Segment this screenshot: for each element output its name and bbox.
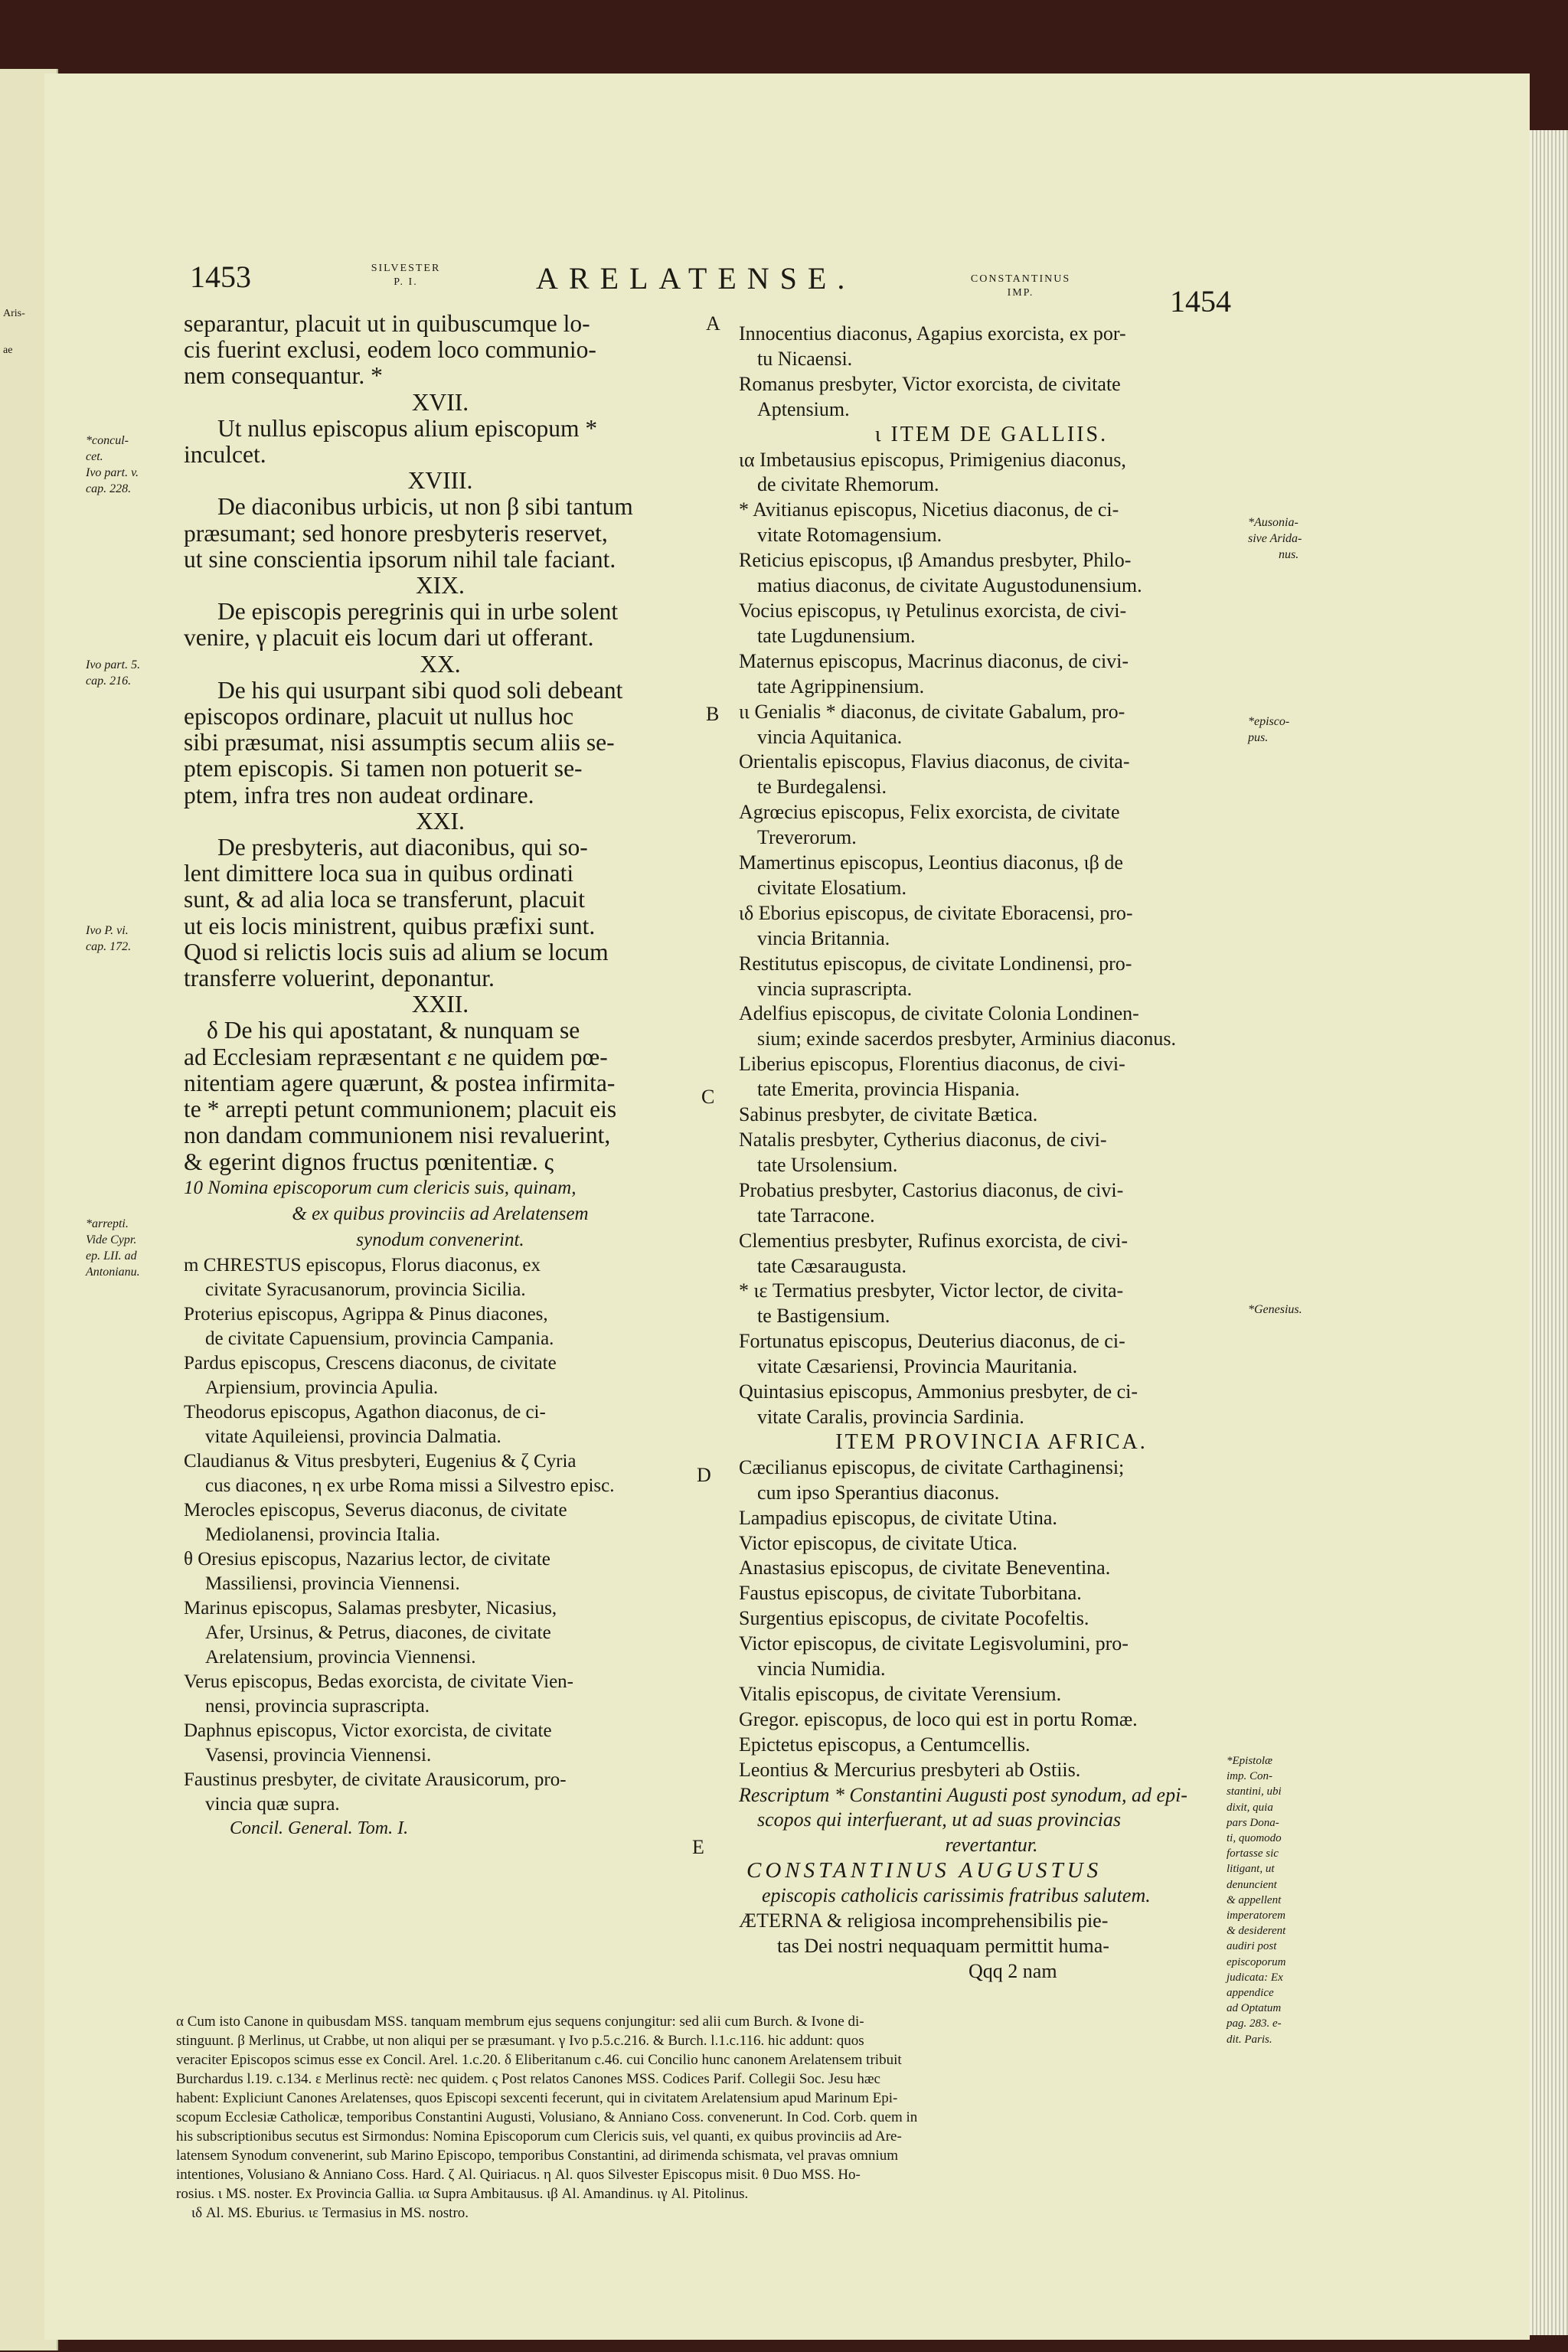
section-letter: A [706, 312, 720, 335]
text-line: Adelfius episcopus, de civitate Colonia Londinen- [739, 1002, 1139, 1025]
text-line: Merocles episcopus, Severus diaconus, de civitate [184, 1500, 567, 1521]
text-line: ptem, infra tres non audeat ordinare. [184, 781, 534, 808]
text-line: Victor episcopus, de civitate Legisvolumini, pro- [739, 1632, 1129, 1655]
text-line: tas Dei nostri nequaquam permittit huma- [777, 1935, 1109, 1957]
letter-title: CONSTANTINUS AUGUSTUS [746, 1858, 1102, 1883]
rescript-heading: scopos qui interfuerant, ut ad suas provincias [757, 1808, 1121, 1831]
text-line: Aptensium. [757, 397, 850, 420]
text-line: Reticius episcopus, ιβ Amandus presbyter, Philo- [739, 549, 1132, 572]
canon-number: XX. [420, 650, 461, 678]
text-line: Claudianus & Vitus presbyteri, Eugenius & ζ Cyria [184, 1451, 577, 1472]
section-heading: ITEM PROVINCIA AFRICA. [835, 1429, 1148, 1454]
margin-note-line: episcoporum [1227, 1955, 1286, 1968]
margin-note-line: fortasse sic [1227, 1847, 1279, 1860]
rescript-heading: revertantur. [945, 1834, 1038, 1857]
margin-note-line: *Ausonia- [1248, 516, 1298, 529]
text-line: Leontius & Mercurius presbyteri ab Ostiis. [739, 1758, 1081, 1781]
text-line: Mediolanensi, provincia Italia. [205, 1524, 440, 1546]
text-line: te Burdegalensi. [757, 776, 887, 799]
text-line: θ Oresius episcopus, Nazarius lector, de civitate [184, 1549, 550, 1570]
text-line: ad Ecclesiam repræsentant ε ne quidem pœ- [184, 1043, 608, 1070]
text-line: Theodorus episcopus, Agathon diaconus, de ci- [184, 1402, 546, 1423]
list-heading: synodum convenerint. [356, 1230, 524, 1251]
text-line: Daphnus episcopus, Victor exorcista, de civitate [184, 1720, 552, 1742]
footnote-line: veraciter Episcopos scimus esse ex Concil. Arel. 1.c.20. δ Eliberitanum c.46. cui Concilio hunc canonem Arelatensem tribuit [176, 2052, 902, 2068]
margin-note-line: nus. [1279, 548, 1299, 561]
text-line: ιδ Eborius episcopus, de civitate Eboracensi, pro- [739, 901, 1133, 924]
footnote-line: latensem Synodum convenerint, sub Marino Episcopo, temporibus Constantini, ad dirimenda schismata, vel pravas omnium [176, 2148, 898, 2164]
right-column [739, 322, 1244, 1984]
text-line: ut eis locis ministrent, quibus præfixi sunt. [184, 912, 596, 939]
text-line: cis fuerint exclusi, eodem loco communio- [184, 336, 596, 364]
text-line: ια Imbetausius episcopus, Primigenius diaconus, [739, 448, 1126, 471]
text-line: Vitalis episcopus, de civitate Verensium. [739, 1682, 1062, 1705]
text-line: vitate Aquileiensi, provincia Dalmatia. [205, 1426, 501, 1448]
margin-note-line: Antonianu. [86, 1266, 140, 1279]
text-line: Afer, Ursinus, & Petrus, diacones, de civitate [205, 1622, 551, 1644]
text-line: transferre voluerint, deponantur. [184, 965, 495, 992]
margin-note-line: dixit, quia [1227, 1801, 1273, 1814]
text-line: civitate Syracusanorum, provincia Sicilia. [205, 1279, 526, 1301]
margin-note-line: Ivo part. v. [86, 466, 139, 479]
section-letter: E [692, 1836, 704, 1858]
margin-note [86, 1216, 140, 1280]
text-line: Faustus episcopus, de civitate Tuborbitana. [739, 1582, 1082, 1605]
margin-note-line: ti, quomodo [1227, 1832, 1282, 1845]
margin-note-line: *concul- [86, 434, 129, 447]
text-line: De diaconibus urbicis, ut non β sibi tantum [217, 493, 633, 521]
text-line: tate Agrippinensium. [757, 675, 925, 697]
margin-note [86, 433, 139, 497]
margin-note-line: cap. 172. [86, 940, 132, 953]
gutter-fragment: Aris- [3, 308, 25, 319]
text-line: De episcopis peregrinis qui in urbe solent [217, 598, 619, 626]
text-line: separantur, placuit ut in quibuscumque lo- [184, 310, 590, 337]
margin-note-line: pag. 283. e- [1227, 2017, 1282, 2030]
text-line: De his qui usurpant sibi quod soli debeant [217, 676, 623, 704]
margin-note-line: sive Arida- [1248, 532, 1302, 545]
footnote-line: intentiones, Volusiano & Anniano Coss. Hard. ζ Al. Quiriacus. η Al. quos Silvester Episcopus misit. θ Duo MSS. Ho- [176, 2167, 861, 2183]
text-line: sibi præsumat, nisi assumptis secum aliis se- [184, 729, 615, 756]
margin-note-line: dit. Paris. [1227, 2033, 1272, 2046]
header-pope [337, 262, 475, 289]
margin-note-line: stantini, ubi [1227, 1785, 1282, 1798]
margin-note-line: *Genesius. [1248, 1303, 1302, 1316]
text-line: ιι Genialis * diaconus, de civitate Gabalum, pro- [739, 700, 1125, 723]
text-line: Probatius presbyter, Castorius diaconus, de civi- [739, 1178, 1124, 1201]
text-line: δ De his qui apostatant, & nunquam se [207, 1017, 580, 1044]
text-line: te * arrepti petunt communionem; placuit eis [184, 1096, 617, 1123]
text-line: Massiliensi, provincia Viennensi. [205, 1573, 460, 1595]
margin-note-line: & appellent [1227, 1893, 1282, 1906]
text-line: Quod si relictis locis suis ad alium se locum [184, 938, 609, 965]
text-line: Proterius episcopus, Agrippa & Pinus diacones, [184, 1304, 548, 1325]
section-heading: ι ITEM DE GALLIIS. [874, 422, 1109, 446]
text-line: & egerint dignos fructus pœnitentiæ. ς [184, 1148, 554, 1175]
margin-note-line: imp. Con- [1227, 1770, 1272, 1783]
text-line: vitate Rotomagensium. [757, 524, 942, 547]
margin-note-line: denuncient [1227, 1878, 1277, 1891]
text-line: tate Tarracone. [757, 1204, 875, 1227]
text-line: Epictetus episcopus, a Centumcellis. [739, 1733, 1031, 1756]
left-column [184, 311, 697, 1840]
margin-note-line: appendice [1227, 1987, 1274, 2000]
text-line: Natalis presbyter, Cytherius diaconus, de civi- [739, 1129, 1107, 1151]
text-line: Verus episcopus, Bedas exorcista, de civitate Vien- [184, 1671, 573, 1693]
footnote-line: ιδ Al. MS. Eburius. ιε Termasius in MS. nostro. [191, 2205, 469, 2221]
margin-note-line: *episco- [1248, 715, 1290, 728]
margin-note-line: audiri post [1227, 1940, 1277, 1953]
text-line: Pardus episcopus, Crescens diaconus, de civitate [184, 1353, 557, 1374]
text-line: m CHRESTUS episcopus, Florus diaconus, ex [184, 1255, 541, 1276]
header-emperor-title: IMP. [1007, 287, 1034, 299]
text-line: de civitate Rhemorum. [757, 473, 939, 496]
text-line: vincia Britannia. [757, 926, 890, 949]
text-line: sium; exinde sacerdos presbyter, Arminius diaconus. [757, 1027, 1177, 1050]
margin-note-line: judicata: Ex [1227, 1971, 1283, 1984]
margin-note-line: Vide Cypr. [86, 1233, 137, 1246]
text-line: Agrœcius episcopus, Felix exorcista, de civitate [739, 801, 1120, 824]
text-line: Treverorum. [757, 826, 857, 849]
margin-note-line: cap. 228. [86, 482, 132, 495]
text-line: lent dimittere loca sua in quibus ordinati [184, 860, 574, 887]
margin-note-line: imperatorem [1227, 1909, 1285, 1922]
canon-number: XXII. [411, 991, 469, 1018]
text-line: te Bastigensium. [757, 1305, 890, 1328]
text-line: vitate Caralis, provincia Sardinia. [757, 1405, 1024, 1428]
text-line: Innocentius diaconus, Agapius exorcista, ex por- [739, 322, 1126, 345]
text-line: Mamertinus episcopus, Leontius diaconus, ιβ de [739, 851, 1123, 874]
margin-note [86, 923, 131, 955]
left-page-number: 1453 [190, 260, 251, 294]
footnote-line: stinguunt. β Merlinus, ut Crabbe, ut non aliqui per se præsumant. γ Ivo p.5.c.216. & Burch. l.1.c.116. hic addunt: quos [176, 2033, 864, 2049]
margin-note [1248, 1302, 1302, 1318]
footnote-line: his subscriptionibus secutus est Sirmondus: Nomina Episcoporum cum Clericis suis, vel quanti, ex quibus provinciis ad Are- [176, 2128, 902, 2145]
text-line: Clementius presbyter, Rufinus exorcista, de civi- [739, 1229, 1129, 1252]
canon-number: XVII. [411, 388, 469, 416]
text-line: Arelatensium, provincia Viennensi. [205, 1647, 476, 1668]
text-line: nitentiam agere quærunt, & postea infirmita- [184, 1069, 616, 1096]
text-line: Maternus episcopus, Macrinus diaconus, de civi- [739, 649, 1129, 672]
text-line: Arpiensium, provincia Apulia. [205, 1377, 439, 1399]
text-line: nem consequantur. * [184, 362, 383, 390]
text-line: cum ipso Sperantius diaconus. [757, 1481, 1000, 1504]
text-line: de civitate Capuensium, provincia Campania. [205, 1328, 554, 1350]
text-line: ÆTERNA & religiosa incomprehensibilis pie- [739, 1909, 1109, 1932]
header-pope-name: SILVESTER [371, 263, 441, 274]
section-letter: D [697, 1464, 711, 1486]
text-line: Gregor. episcopus, de loco qui est in portu Romæ. [739, 1707, 1138, 1730]
text-line: inculcet. [184, 441, 266, 469]
text-line: non dandam communionem nisi revaluerint, [184, 1122, 611, 1149]
canon-number: XVIII. [407, 467, 473, 495]
margin-note-line: pars Dona- [1227, 1816, 1279, 1829]
text-line: Vasensi, provincia Viennensi. [205, 1745, 432, 1766]
margin-note-line: *arrepti. [86, 1217, 129, 1230]
rescript-heading: Rescriptum * Constantini Augusti post synodum, ad epi- [739, 1783, 1187, 1806]
margin-note-line: *Epistolæ [1227, 1755, 1273, 1767]
footnote-line: α Cum isto Canone in quibusdam MSS. tanquam membrum ejus sequens conjungitur: sed alii cum Burch. & Ivone di- [176, 2014, 864, 2030]
text-line: vitate Cæsariensi, Provincia Mauritania. [757, 1355, 1078, 1378]
text-line: Romanus presbyter, Victor exorcista, de civitate [739, 372, 1121, 395]
footnote-line: Burchardus l.19. c.134. ε Merlinus rectè: nec quidem. ς Post relatos Canones MSS. Codices Parif. Collegii Soc. Jesu hæc [176, 2071, 880, 2087]
text-line: * Avitianus episcopus, Nicetius diaconus, de ci- [739, 498, 1119, 521]
header-emperor-name: CONSTANTINUS [970, 273, 1071, 285]
text-line: Lampadius episcopus, de civitate Utina. [739, 1506, 1057, 1529]
margin-note-line: cet. [86, 450, 103, 463]
text-line: civitate Elosatium. [757, 876, 906, 899]
text-line: Fortunatus episcopus, Deuterius diaconus, de ci- [739, 1330, 1125, 1353]
header-emperor [933, 273, 1109, 300]
text-line: Victor episcopus, de civitate Utica. [739, 1531, 1018, 1554]
text-line: Faustinus presbyter, de civitate Arausicorum, pro- [184, 1769, 567, 1791]
list-heading: 10 Nomina episcoporum cum clericis suis, quinam, [184, 1177, 577, 1198]
text-line: Surgentius episcopus, de civitate Pocofeltis. [739, 1607, 1089, 1630]
text-line: sunt, & ad alia loca se transferunt, placuit [184, 886, 585, 913]
margin-note-line: cap. 216. [86, 675, 132, 688]
margin-note [1227, 1753, 1286, 2047]
text-line: Ut nullus episcopus alium episcopum * [217, 414, 598, 442]
text-line: ptem episcopis. Si tamen non potuerit se- [184, 755, 583, 782]
footnote-line: scopum Ecclesiæ Catholicæ, temporibus Constantini Augusti, Volusiano, & Anniano Coss. convenerunt. In Cod. Corb. quem in [176, 2109, 918, 2125]
text-line: * ιε Termatius presbyter, Victor lector, de civita- [739, 1279, 1124, 1302]
text-line: vincia suprascripta. [757, 977, 913, 1000]
canon-number: XXI. [416, 807, 465, 835]
margin-note [1248, 514, 1302, 563]
list-heading: & ex quibus provinciis ad Arelatensem [292, 1203, 589, 1224]
gutter-fragment: ae [3, 345, 13, 356]
text-line: ut sine conscientia ipsorum nihil tale faciant. [184, 545, 616, 573]
margin-note-line: Ivo part. 5. [86, 658, 141, 671]
text-line: Liberius episcopus, Florentius diaconus, de civi- [739, 1053, 1125, 1076]
text-line: tate Emerita, provincia Hispania. [757, 1078, 1020, 1101]
text-line: vincia quæ supra. [205, 1794, 340, 1815]
text-line: Restitutus episcopus, de civitate Londinensi, pro- [739, 952, 1132, 975]
margin-note [86, 657, 140, 689]
text-line: venire, γ placuit eis locum dari ut offerant. [184, 624, 594, 652]
text-line: vincia Aquitanica. [757, 725, 903, 748]
margin-note-line: ad Optatum [1227, 2002, 1282, 2015]
margin-note-line: & desiderent [1227, 1925, 1286, 1938]
section-letter: C [701, 1086, 715, 1108]
right-page-number: 1454 [1170, 284, 1231, 318]
footnote-line: rosius. ι MS. noster. Ex Provincia Gallia. ια Supra Ambitausus. ιβ Al. Amandinus. ιγ Al. Pitolinus. [176, 2186, 749, 2202]
text-line: tu Nicaensi. [757, 347, 853, 370]
text-line: cus diacones, η ex urbe Roma missi a Silvestro episc. [205, 1475, 615, 1497]
text-line: tate Cæsaraugusta. [757, 1254, 906, 1277]
text-line: matius diaconus, de civitate Augustodunensium. [757, 574, 1142, 597]
text-line: Cæcilianus episcopus, de civitate Carthaginensi; [739, 1455, 1125, 1478]
text-line: Marinus episcopus, Salamas presbyter, Nicasius, [184, 1598, 557, 1619]
text-line: nensi, provincia suprascripta. [205, 1696, 430, 1717]
text-line: Orientalis episcopus, Flavius diaconus, de civita- [739, 750, 1130, 773]
volume-signature: Concil. General. Tom. I. [230, 1818, 409, 1839]
letter-salutation: episcopis catholicis carissimis fratribus salutem. [762, 1884, 1151, 1907]
text-line: Sabinus presbyter, de civitate Bætica. [739, 1103, 1038, 1126]
text-line: tate Ursolensium. [757, 1153, 898, 1176]
margin-note-line: ep. LII. ad [86, 1250, 137, 1263]
text-line: tate Lugdunensium. [757, 624, 916, 647]
text-line: vincia Numidia. [757, 1658, 886, 1681]
footnotes [176, 2012, 1248, 2223]
signature-catchword: Qqq 2 nam [969, 1959, 1057, 1982]
text-line: episcopos ordinare, placuit ut nullus hoc [184, 703, 574, 730]
header-title: ARELATENSE. [536, 261, 856, 296]
margin-note-line: Ivo P. vi. [86, 924, 129, 937]
text-line: Anastasius episcopus, de civitate Beneventina. [739, 1557, 1111, 1579]
margin-note-line: pus. [1248, 731, 1269, 744]
margin-note [1248, 714, 1289, 746]
text-line: Vocius episcopus, ιγ Petulinus exorcista, de civi- [739, 599, 1127, 622]
page-stack-edge [1530, 130, 1568, 2335]
footnote-line: habent: Expliciunt Canones Arelatenses, quos Episcopi sexcenti fecerunt, qui in civitatem Arelatensium apud Marinum Epi- [176, 2090, 898, 2106]
text-line: Quintasius episcopus, Ammonius presbyter, de ci- [739, 1380, 1138, 1403]
header-pope-number: P. I. [394, 276, 418, 288]
margin-note-line: litigant, ut [1227, 1863, 1275, 1876]
section-letter: B [706, 703, 720, 725]
text-line: præsumant; sed honore presbyteris reservet, [184, 519, 608, 547]
canon-number: XIX. [416, 572, 465, 599]
text-line: De presbyteris, aut diaconibus, qui so- [217, 834, 588, 861]
